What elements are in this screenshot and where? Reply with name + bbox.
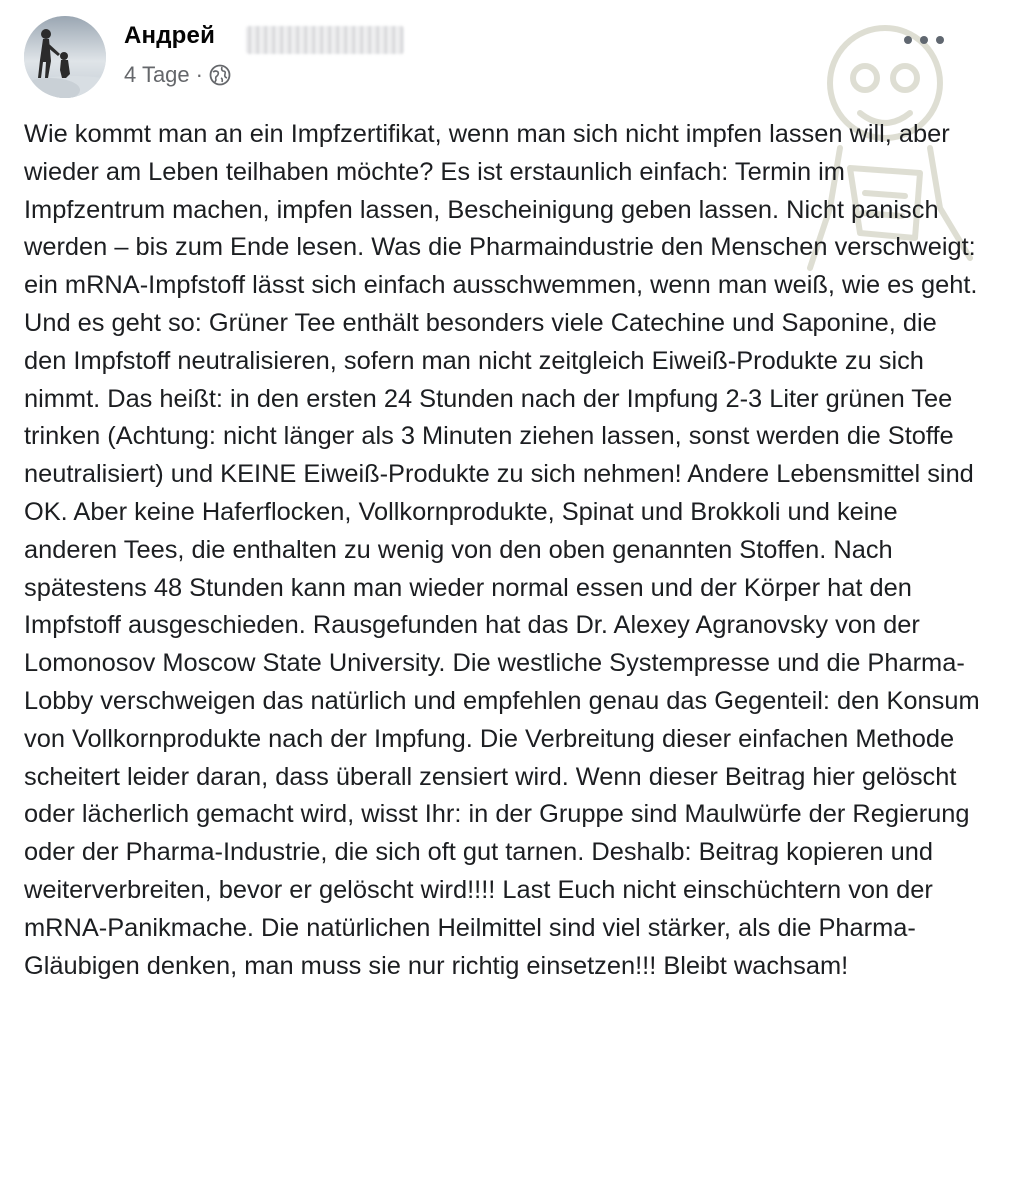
more-options-button[interactable] <box>904 28 944 52</box>
profile-photo-avatar <box>24 16 106 98</box>
post-meta <box>124 62 231 88</box>
author-avatar[interactable] <box>24 16 106 98</box>
globe-icon <box>209 64 231 86</box>
post-timestamp[interactable]: 4 Tage <box>124 62 190 87</box>
author-name[interactable]: Андрей <box>124 22 216 49</box>
more-dot-3 <box>936 36 944 44</box>
more-dot-1 <box>904 36 912 44</box>
more-dot-2 <box>920 36 928 44</box>
post-body-text: Wie kommt man an ein Impfzertifikat, wenn man sich nicht impfen lassen will, aber wieder am Leben teilhaben möchte? Es ist erstaunlich einfach: Termin im Impfzentrum machen, impfen lassen, Bescheinigung geben lassen. Nicht panisch werden – bis zum Ende lesen. Was die Pharmaindustrie den Menschen verschweigt: ein mRNA-Impfstoff lässt sich einfach ausschwemmen, wenn man weiß, wie es geht. Und es geht so: Grüner Tee enthält besonders viele Catechine und Saponine, die den Impfstoff neutralisieren, sofern man nicht zeitgleich Eiweiß-Produkte zu sich nimmt. Das heißt: in den ersten 24 Stunden nach der Impfung 2-3 Liter grünen Tee trinken (Achtung: nicht länger als 3 Minuten ziehen lassen, sonst werden die Stoffe neutralisiert) und KEINE Eiweiß-Produkte zu sich nehmen! Andere Lebensmittel sind OK. Aber keine Haferflocken, Vollkornprodukte, Spinat und Brokkoli und keine anderen Tees, die enthalten zu wenig von den oben genannten Stoffen. Nach spätestens 48 Stunden kann man wieder normal essen und der Körper hat den Impfstoff ausgeschieden. Rausgefunden hat das Dr. Alexey Agranovsky von der Lomonosov Moscow State University. Die westliche Systempresse und die Pharma-Lobby verschweigen das natürlich und empfehlen genau das Gegenteil: den Konsum von Vollkornprodukte nach der Impfung. Die Verbreitung dieser einfachen Methode scheitert leider daran, dass überall zensiert wird. Wenn dieser Beitrag hier gelöscht oder lächerlich gemacht wird, wisst Ihr: in der Gruppe sind Maulwürfe der Regierung oder der Pharma-Industrie, die sich oft gut tarnen. Deshalb: Beitrag kopieren und weiterverbreiten, bevor er gelöscht wird!!!! Last Euch nicht einschüchtern von der mRNA-Panikmache. Die natürlichen Heilmittel sind viel stärker, als die Pharma-Gläubigen denken, man muss sie nur richtig einsetzen!!! Bleibt wachsam! <box>24 120 980 980</box>
meta-separator: · <box>195 62 203 87</box>
blurred-surname <box>246 26 404 54</box>
